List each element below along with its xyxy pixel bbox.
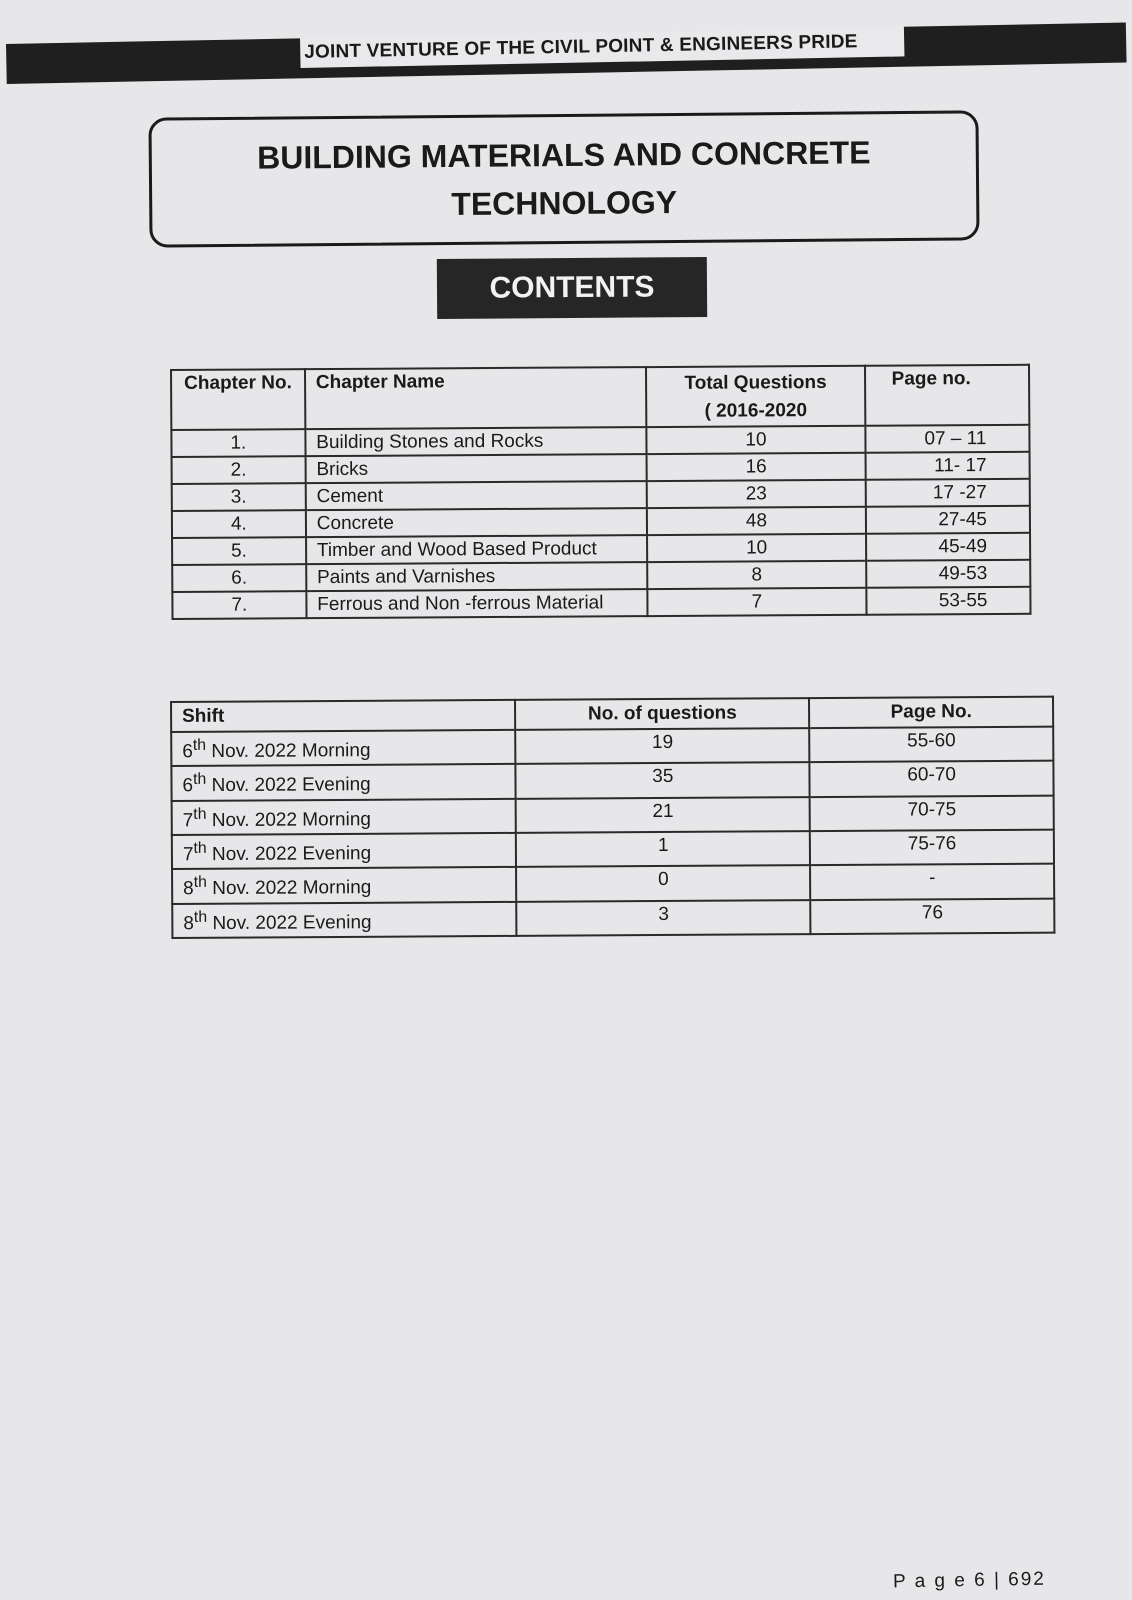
chapter-questions: 23: [646, 480, 866, 508]
chapter-pages: 27-45: [866, 506, 1030, 534]
shift-rest: Nov. 2022 Morning: [206, 877, 372, 900]
shift-pages: 70-75: [810, 795, 1054, 831]
chapter-questions: 10: [646, 426, 866, 454]
shift-day: 7: [182, 809, 194, 831]
shift-day-suffix: th: [193, 771, 207, 789]
header-page-no: Page no.: [865, 365, 1029, 426]
shift-day: 7: [182, 844, 194, 866]
shift-day-suffix: th: [193, 839, 207, 857]
shift-rest: Nov. 2022 Morning: [206, 740, 371, 763]
shift-day-suffix: th: [193, 874, 207, 892]
chapter-name: Timber and Wood Based Product: [306, 535, 647, 564]
header-total-questions-line2: ( 2016-2020: [704, 400, 808, 422]
shift-name: [171, 764, 516, 800]
shift-pages: 60-70: [810, 761, 1054, 797]
shift-questions: 3: [517, 900, 811, 936]
shift-pages: 75-76: [810, 830, 1054, 866]
header-shift-page-no: Page No.: [809, 697, 1053, 728]
chapter-name: Cement: [306, 481, 647, 510]
chapter-number: 2.: [172, 456, 306, 484]
header-chapter-no: Chapter No.: [171, 369, 305, 430]
shift-rest: Nov. 2022 Evening: [206, 774, 371, 797]
header-title: JOINT VENTURE OF THE CIVIL POINT & ENGINEERS PRIDE: [300, 26, 904, 68]
shift-rest: Nov. 2022 Evening: [206, 843, 372, 866]
table-row: [172, 830, 1054, 870]
shift-rest: Nov. 2022 Morning: [206, 808, 371, 831]
chapter-number: 5.: [172, 537, 306, 565]
chapter-pages: 45-49: [866, 533, 1030, 561]
header-total-questions: [646, 366, 866, 427]
chapter-pages: 11- 17: [866, 452, 1030, 480]
shift-name: [172, 799, 517, 835]
chapter-number: 4.: [172, 510, 306, 538]
shift-name: [172, 867, 517, 903]
chapter-questions: 10: [647, 534, 867, 562]
table-row: [172, 864, 1054, 904]
shift-day: 8: [183, 878, 194, 900]
shift-day: 8: [183, 912, 195, 934]
table-row: [172, 795, 1054, 835]
table-row: [172, 587, 1030, 619]
chapter-number: 7.: [172, 591, 306, 619]
shift-questions: 19: [516, 728, 810, 764]
header-chapter-name: Chapter Name: [305, 367, 646, 429]
chapter-pages: 53-55: [867, 587, 1031, 615]
shift-pages: 55-60: [810, 727, 1054, 763]
shift-rest: Nov. 2022 Evening: [207, 911, 372, 934]
table-row: [171, 727, 1053, 767]
contents-label: CONTENTS: [437, 257, 707, 319]
chapter-pages: 49-53: [866, 560, 1030, 588]
chapter-questions: 16: [646, 453, 866, 481]
shift-name: [172, 833, 517, 869]
header-no-of-questions: No. of questions: [515, 698, 809, 730]
chapter-title-box: [148, 110, 979, 247]
shift-questions: 0: [516, 865, 810, 901]
chapter-name: Ferrous and Non -ferrous Material: [306, 589, 647, 618]
chapter-name: Concrete: [306, 508, 647, 537]
shift-day: 6: [182, 741, 193, 763]
shift-pages: 76: [811, 898, 1055, 934]
chapter-pages: 07 – 11: [866, 425, 1030, 453]
shift-name: [171, 730, 516, 766]
page-number: P a g e 6 | 692: [892, 1568, 1047, 1593]
header-total-questions-line1: Total Questions: [684, 371, 827, 394]
chapters-header-row: [171, 365, 1029, 430]
chapter-number: 1.: [171, 429, 305, 457]
chapter-questions: 7: [647, 588, 867, 616]
shift-day-suffix: th: [193, 805, 207, 823]
shift-questions: 21: [516, 797, 810, 833]
chapter-questions: 8: [647, 561, 867, 589]
shift-day: 6: [182, 775, 194, 797]
shift-questions: 1: [516, 831, 810, 867]
shift-pages: -: [810, 864, 1054, 900]
chapter-pages: 17 -27: [866, 479, 1030, 507]
title-line-2: TECHNOLOGY: [451, 184, 678, 222]
table-row: [171, 761, 1053, 801]
shift-name: [172, 902, 517, 938]
chapter-name: Paints and Varnishes: [306, 562, 647, 591]
chapter-questions: 48: [647, 507, 867, 535]
shift-questions: 35: [516, 762, 810, 798]
shifts-table: [170, 696, 1055, 939]
table-row: [172, 898, 1054, 938]
chapter-name: Building Stones and Rocks: [305, 427, 646, 456]
chapters-table: [170, 364, 1032, 620]
shift-day-suffix: th: [193, 908, 208, 926]
header-shift: Shift: [171, 700, 516, 732]
chapter-number: 3.: [172, 483, 306, 511]
shift-day-suffix: th: [192, 736, 207, 754]
title-line-1: BUILDING MATERIALS AND CONCRETE: [256, 134, 871, 176]
chapter-name: Bricks: [305, 454, 646, 483]
chapter-number: 6.: [172, 564, 306, 592]
